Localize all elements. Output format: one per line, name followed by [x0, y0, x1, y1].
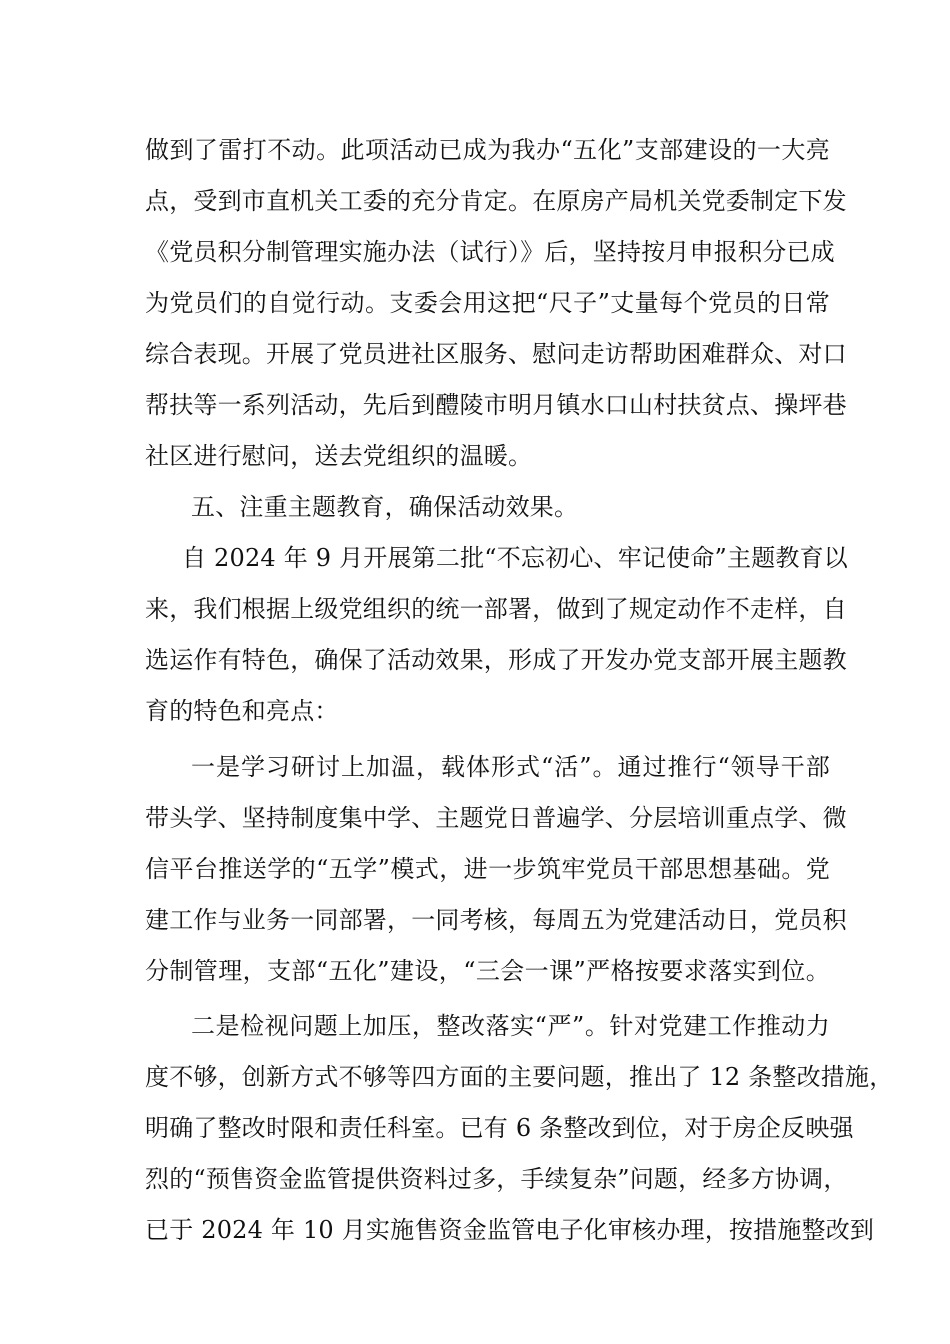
body-line: 带头学、坚持制度集中学、主题党日普遍学、分层培训重点学、微 [145, 804, 847, 832]
body-line: 来，我们根据上级党组织的统一部署，做到了规定动作不走样，自 [145, 595, 847, 623]
paragraph-first-line: 一是学习研讨上加温，载体形式“活”。通过推行“领导干部 [191, 753, 830, 781]
body-line: 点，受到市直机关工委的充分肯定。在原房产局机关党委制定下发 [145, 187, 847, 215]
body-line: 烈的“预售资金监管提供资料过多，手续复杂”问题，经多方协调， [145, 1165, 848, 1193]
body-line: 度不够，创新方式不够等四方面的主要问题，推出了 12 条整改措施， [145, 1063, 894, 1091]
paragraph-first-line: 自 2024 年 9 月开展第二批“不忘初心、牢记使命”主题教育以 [182, 544, 849, 572]
body-line: 做到了雷打不动。此项活动已成为我办“五化”支部建设的一大亮 [145, 136, 830, 164]
section-heading: 五、注重主题教育，确保活动效果。 [191, 493, 579, 521]
body-line: 选运作有特色，确保了活动效果，形成了开发办党支部开展主题教 [145, 646, 847, 674]
body-line: 建工作与业务一同部署，一同考核，每周五为党建活动日，党员积 [145, 906, 847, 934]
body-line: 《党员积分制管理实施办法（试行）》后，坚持按月申报积分已成 [145, 238, 835, 266]
body-line: 信平台推送学的“五学”模式，进一步筑牢党员干部思想基础。党 [145, 855, 830, 883]
body-line: 综合表现。开展了党员进社区服务、慰问走访帮助困难群众、对口 [145, 340, 847, 368]
body-line-last: 育的特色和亮点： [145, 697, 339, 725]
body-line: 分制管理，支部“五化”建设，“三会一课”严格按要求落实到位。 [145, 957, 830, 985]
paragraph-first-line: 二是检视问题上加压，整改落实“严”。针对党建工作推动力 [191, 1012, 830, 1040]
body-line-last: 社区进行慰问，送去党组织的温暖。 [145, 442, 533, 470]
body-line: 明确了整改时限和责任科室。已有 6 条整改到位，对于房企反映强 [145, 1114, 854, 1142]
body-line: 为党员们的自觉行动。支委会用这把“尺子”丈量每个党员的日常 [145, 289, 830, 317]
body-line: 帮扶等一系列活动，先后到醴陵市明月镇水口山村扶贫点、操坪巷 [145, 391, 847, 419]
body-line: 已于 2024 年 10 月实施售资金监管电子化审核办理，按措施整改到 [145, 1216, 875, 1244]
